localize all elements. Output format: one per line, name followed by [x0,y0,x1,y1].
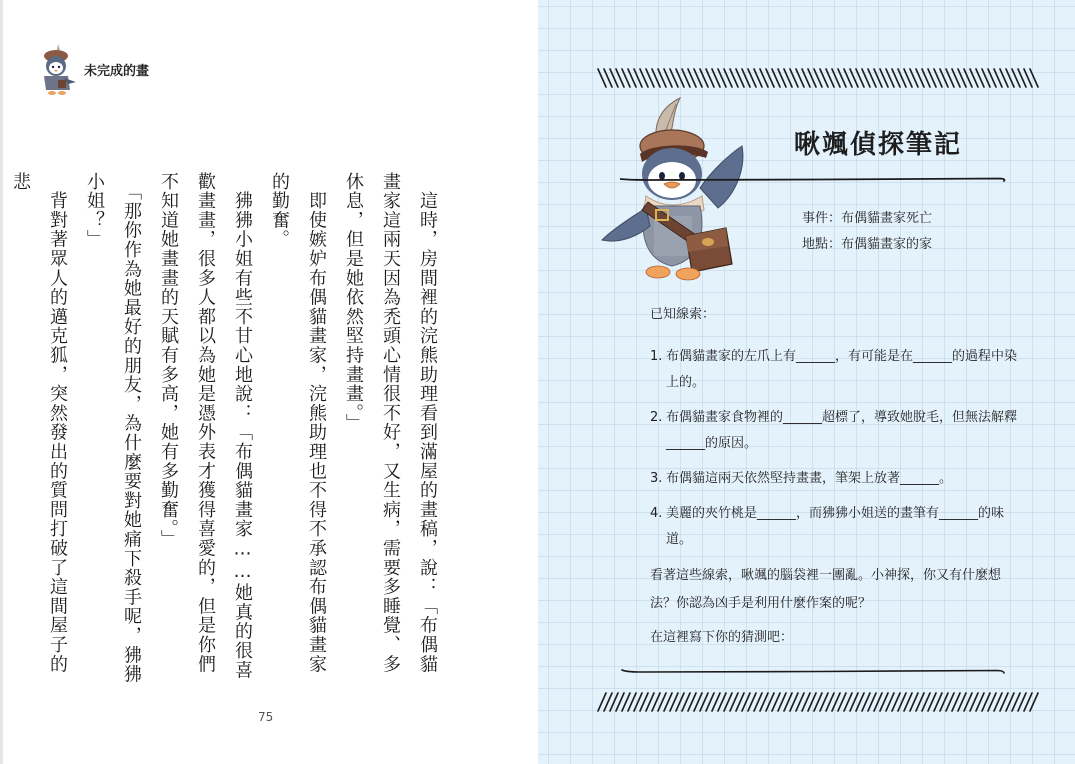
case-event-label: 事件 [802,211,829,226]
case-location: 地點：布偶貓畫家的家 [802,237,933,252]
case-event-value: 布偶貓畫家死亡 [841,211,933,226]
case-info [802,206,932,258]
clue-item [650,466,1020,492]
clue-text: 美麗的夾竹桃是______，而狒狒小姐送的畫筆有______的味道。 [666,506,1005,547]
clue-item [650,501,1020,553]
clues-heading: 已知線索： [650,307,716,322]
guess-prompt: 在這裡寫下你的猜測吧： [650,630,794,645]
case-location-label: 地點 [802,237,829,252]
clue-number: 1. [650,349,663,364]
story-paragraph: 這時，房間裡的浣熊助理看到滿屋的畫稿，說：「布偶貓畫家這兩天因為禿頭心情很不好，又生病，需要多睡覺、多休息，但是她依然堅持畫畫。」 [343,172,438,674]
clue-number: 2. [650,410,663,425]
page-number: 75 [258,710,274,724]
penguin-detective-illustration [600,96,750,286]
hatch-divider-top [596,66,1042,90]
clue-text: 布偶貓畫家的左爪上有______，有可能是在______的過程中染上的。 [666,349,1018,390]
story-text [2,172,446,692]
clue-number: 4. [650,506,663,521]
chapter-header [38,42,149,96]
clue-item [650,405,1020,457]
clues-section [650,304,1020,649]
clue-number: 3. [650,471,663,486]
title-underline [620,176,1006,182]
notebook-title: 啾颯偵探筆記 [794,130,963,160]
case-location-value: 布偶貓畫家的家 [841,237,933,252]
story-paragraph: 狒狒小姐有些不甘心地說：「布偶貓畫家……她真的很喜歡畫畫，很多人都以為她是憑外表才獲得喜愛的，但是你們不知道她畫畫的天賦有多高，她有多勤奮。」 [158,172,253,680]
chapter-title: 未完成的畫 [84,63,150,79]
clue-text: 布偶貓畫家食物裡的______超標了，導致她脫毛，但無法解釋______的原因。 [666,410,1018,451]
right-page [538,0,1075,764]
story-paragraph: 背對著眾人的邁克狐，突然發出的質問打破了這間屋子的悲 [10,172,68,674]
clue-text: 布偶貓這兩天依然堅持畫畫，筆架上放著______。 [666,471,953,486]
answer-line[interactable] [620,668,1006,674]
story-paragraph: 「那你作為她最好的朋友，為什麼要對她痛下殺手呢，狒狒小姐？」 [84,172,142,685]
hatch-divider-bottom [596,690,1042,714]
clue-item [650,344,1020,396]
case-event: 事件：布偶貓畫家死亡 [802,211,933,226]
story-paragraph: 即使嫉妒布偶貓畫家，浣熊助理也不得不承認布偶貓畫家的勤奮。 [269,172,327,674]
outro-text: 看著這些線索，啾颯的腦袋裡一團亂。小神探，你又有什麼想法？你認為凶手是利用什麼作案的呢？ [650,568,1002,611]
penguin-mascot-icon [38,42,78,96]
